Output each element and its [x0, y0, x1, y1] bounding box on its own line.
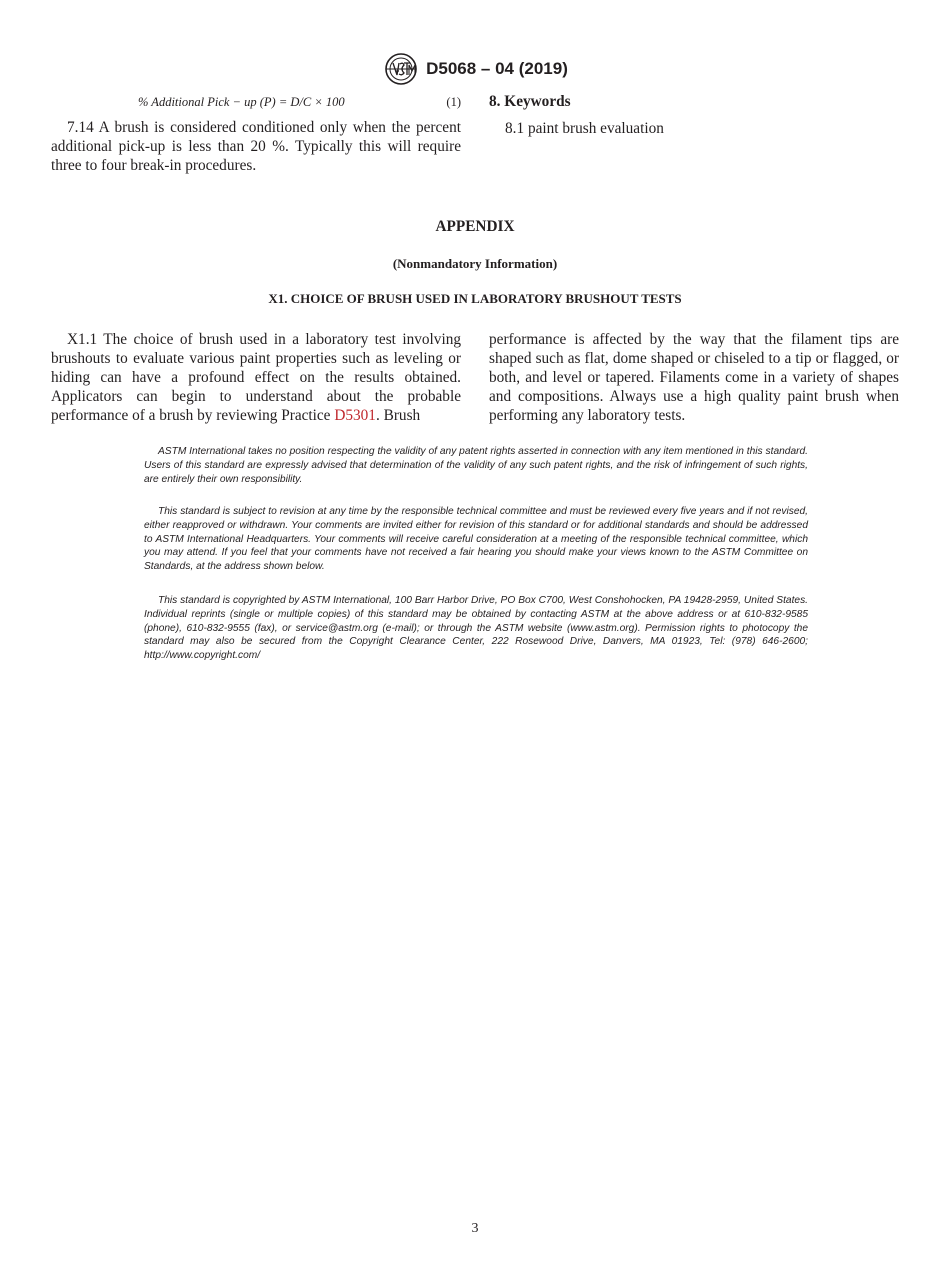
- astm-logo-icon: [382, 52, 420, 86]
- copyright-notice: This standard is copyrighted by ASTM International, 100 Barr Harbor Drive, PO Box C700, West Conshohocken, PA 19428-2959, United States. Individual reprints (single or multiple copies) of this standard may be obtained by contacting ASTM at the above address or at 610-832-9585 (phone), 610-832-9555 (fax), or service@astm.org (e-mail); or through the ASTM website (www.astm.org). Permission rights to photocopy the standard may also be secured from the Copyright Clearance Center, 222 Rosewood Drive, Danvers, MA 01923, Tel: (978) 646-2600; http://www.copyright.com/: [144, 595, 808, 662]
- equation-1: [51, 95, 461, 113]
- x1-1-text-end: . Brush: [375, 407, 421, 424]
- paragraph-7-14: 7.14 A brush is considered conditioned only when the percent additional pick-up is less than 20 %. Typically this will require three to four break-in procedures.: [51, 119, 461, 174]
- appendix-section-title: X1. CHOICE OF BRUSH USED IN LABORATORY BRUSHOUT TESTS: [268, 291, 682, 306]
- d5301-link[interactable]: D5301: [334, 407, 376, 424]
- paragraph-x1-1-left: [51, 330, 461, 425]
- keywords-heading: 8. Keywords: [489, 93, 571, 110]
- standard-designation: D5068 – 04 (2019): [426, 59, 568, 78]
- appendix-title: APPENDIX: [435, 218, 515, 235]
- revision-notice: This standard is subject to revision at any time by the responsible technical committee and must be reviewed every five years and if not revised, either reapproved or withdrawn. Your comments are invited either for revision of this standard or for additional standards and should be addressed to ASTM International Headquarters. Your comments will receive careful consideration at a meeting of the responsible technical committee, which you may attend. If you feel that your comments have not received a fair hearing you should make your views known to the ASTM Committee on Standards, at the address shown below.: [144, 506, 808, 573]
- appendix-subtitle: (Nonmandatory Information): [392, 256, 558, 271]
- keywords-item: 8.1 paint brush evaluation: [505, 120, 664, 137]
- page-header: [0, 52, 950, 86]
- equation-text: % Additional Pick − up (P) = D/C × 100: [138, 95, 345, 109]
- paragraph-x1-1-right: performance is affected by the way that the filament tips are shaped such as flat, dome shaped or chiseled to a tip or flagged, or both, and level or tapered. Filaments come in a variety of shapes and compositions. Always use a high quality paint brush when performing any laboratory tests.: [489, 331, 899, 424]
- page-number: 3: [471, 1221, 479, 1236]
- equation-number: (1): [446, 95, 461, 109]
- x1-1-text: X1.1 The choice of brush used in a laboratory test involving brushouts to evaluate various paint properties such as leveling or hiding can have a profound effect on the results obtained. Applicators can begin to understand about the probable performance of a brush by reviewing Practice: [51, 331, 461, 424]
- patent-notice: ASTM International takes no position respecting the validity of any patent rights asserted in connection with any item mentioned in this standard. Users of this standard are expressly advised that determination of the validity of any such patent rights, and the risk of infringement of such rights, are entirely their own responsibility.: [144, 446, 808, 485]
